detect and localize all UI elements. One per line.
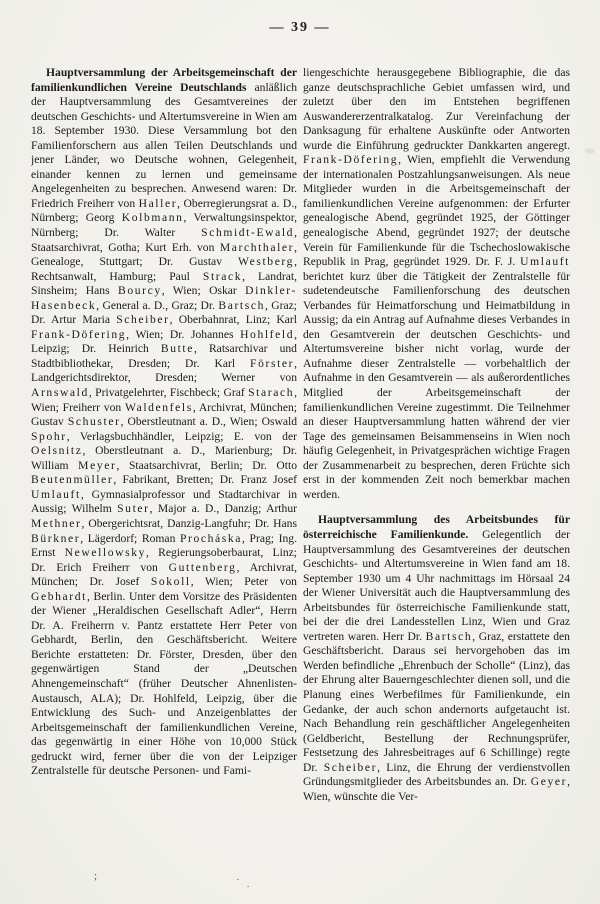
text-segment: , Graz, erstattete den Geschäftsbericht. Daraus sei hervorgehoben das im Werden befindliche „Ehrenbuch der Scholle“ (Linz), das der Ehrung alter Bauerngeschlechter dienen soll, und die Planung eines Werbefilmes für Familienkunde, ein Gedanke, der auch schon andernorts aufgetaucht ist. Nach Behandlung rein geschäftlicher Angelegenheiten (Geldbericht, Bestellung der Rechnungsprüfer, Festsetzung des Jahresbeitrages auf 6 Schillinge) regte Dr.: [303, 629, 570, 774]
text-segment: , Oberbahnrat, Linz; Karl: [169, 313, 297, 327]
text-segment: Kolbmann: [121, 211, 184, 225]
text-segment: , Staatsarchivrat, Gotha; Kurt Erh. von: [31, 226, 297, 254]
text-segment: , Linz, die Ehrung der verdienstvollen Gründungsmitglieder des Arbeitsbundes an. Dr.: [303, 760, 570, 789]
text-segment: Starach: [248, 386, 295, 400]
text-segment: Umlauft: [31, 487, 81, 501]
text-segment: anläßlich der Hauptversammlung des Gesamtvereines der deutschen Geschichts- und Altertumsvereine in Wien am 18. September 1930. Diese Versammlung bot den Familienforschern aus allen Teilen Deutschlands und jener Länder, wo Deutsche wohnen, Gelegenheit, einander kennen zu lernen und gemeinsame Angelegenheiten zu besprechen. Anwesend waren: Dr. Friedrich Freiherr von: [31, 80, 297, 210]
text-segment: , Wien, empfiehlt die Verwendung der internationalen Postzahlungsanweisungen. Als neue Mitglieder wurden in die Arbeitsgemeinschaft der familienkundlichen Vereine aufgenommen: der Erfurter genealogische Abend, gegründet 1925, der Göttinger genealogische Abend, gegründet 1927; der deutsche Verein für Familienkunde für die Tschechoslowakische Republik in Prag, gegründet 1929. Dr. F. J.: [303, 153, 570, 269]
text-segment: Hohlfeld: [240, 327, 295, 341]
text-segment: Westberg: [238, 255, 295, 269]
text-segment: Bartsch: [425, 629, 473, 643]
text-segment: Marchthaler: [219, 240, 295, 254]
text-segment: , Archivrat, München; Dr. Josef: [31, 560, 297, 589]
text-segment: Hauptversammlung der Arbeitsgemeinschaft der familienkundlichen Vereine Deutschlands: [31, 66, 297, 94]
text-segment: Guttenberg: [168, 560, 237, 574]
text-segment: , Wien; Peter von: [190, 575, 297, 589]
text-segment: , Fabrikant, Bretten; Dr. Franz Josef: [113, 473, 297, 487]
text-segment: , Genealoge, Stuttgart; Dr. Gustav: [31, 240, 297, 269]
text-segment: berichtet kurz über die Tätigkeit der Zentralstelle für sudetendeutsche Familienforschung des deutschen Verbandes für Heimatforschung und Heimatbildung in Aussig; da ein Antrag auf Aufnahme dieses Verbandes in den Gesamtverein der deutschen Geschichts- und Altertumsvereine bisher nicht vorlag, wurde der Aufnahme dieser Zentralstelle — vorbehaltlich der Aufnahme in den Gesamtverein — als außerordentliches Mitglied der Arbeitsgemeinschaft der familienkundlichen Vereine zugestimmt. Die Teilnehmer an dieser Hauptversammlung hatten während der vier Tage des gemeinsamen Beisammenseins in Wien noch häufig Gelegenheit, in Privatgesprächen wichtige Fragen der Zusammenarbeit zu besprechen, deren Früchte sich erst in der kommenden Zeit noch bemerkbar machen werden.: [303, 269, 570, 501]
text-segment: , Oberstleutnant a. D., Wien; Oswald: [120, 415, 297, 429]
text-segment: Förster: [250, 356, 295, 370]
text-segment: , General a. D., Graz; Dr.: [96, 298, 219, 312]
text-segment: , Berlin. Unter dem Vorsitze des Präsidenten der Wiener „Heraldischen Gesellschaft Adler“, Herrn Dr. A. Freiherrn v. Pantz erstattete Herr Peter von Gebhardt, Berlin, den Geschäftsbericht. Weitere Berichte erstatteten: Dr. Förster, Dresden, über den gegenwärtigen Stand der „Deutschen Ahnengemeinschaft“ (früher Deutscher Ahnenlisten-Austausch, ALA); Dr. Hohlfeld, Leipzig, über die Entwicklung des Such- und Anzeigenblattes der Arbeitsgemeinschaft der familienkundlichen Vereine, das gegenwärtig in einer Höhe von 10,000 Stück gedruckt wird, ferner über die von der Leipziger Zentralstelle für deutsche Personen- und Fami-: [31, 589, 297, 778]
text-segment: Bartsch: [218, 298, 265, 312]
text-segment: Gelegentlich der Hauptversammlung des Gesamtvereines der deutschen Geschichts- und Altertumsvereine in Wien fand am 18. September 1930 um 4 Uhr nachmittags im Hörsaal 24 der Wiener Universität auch die Hauptversammlung des Arbeitsbundes für österreichische Familienkunde statt, bei der die drei Landesstellen Linz, Wien und Graz vertreten waren. Herr Dr.: [303, 527, 570, 643]
text-segment: , Staatsarchivrat, Berlin; Dr. Otto: [116, 458, 297, 472]
text-segment: , Rechtsanwalt, Hamburg; Paul: [31, 255, 297, 283]
text-segment: Meyer: [78, 458, 117, 472]
page-number: — 39 —: [269, 20, 331, 35]
text-segment: Bürkner: [31, 531, 81, 545]
text-segment: Schuster: [67, 415, 121, 429]
text-segment: , Archivrat, München; Gustav: [31, 400, 297, 429]
paragraph: [31, 66, 297, 779]
text-column-right: [303, 66, 570, 872]
text-segment: , Ratsarchivar und Stadtbibliothekar, Dresden; Dr. Karl: [31, 342, 297, 370]
text-segment: Butte: [160, 342, 194, 356]
text-segment: Bourcy: [118, 284, 162, 298]
text-segment: , Wien, wünschte die Ver-: [303, 775, 570, 803]
text-segment: Sokoll: [150, 575, 191, 589]
text-segment: , Verwaltungsinspektor, Nürnberg; Dr. Walter: [31, 211, 297, 240]
text-segment: , Verlagsbuchhändler, Leipzig; E. von der: [66, 429, 297, 443]
text-segment: , Lägerdorf; Roman: [80, 531, 180, 545]
text-segment: Frank-Döfering: [303, 153, 399, 167]
text-segment: Newellowsky: [64, 546, 147, 560]
text-segment: , Prag; Ing. Ernst: [31, 531, 297, 560]
text-segment: Haller: [138, 196, 178, 210]
text-segment: Geyer: [530, 775, 568, 789]
text-segment: , Landrat, Sinsheim; Hans: [31, 269, 297, 298]
scan-artifact-dot: ·: [236, 874, 240, 886]
text-segment: Methner: [31, 516, 82, 530]
scan-smudge: [585, 148, 595, 154]
text-segment: Oelsnitz: [31, 444, 83, 458]
text-segment: , Oberstleutnant a. D., Marienburg; Dr. William: [31, 444, 297, 472]
paragraph: [303, 513, 570, 804]
text-segment: , Wien; Dr. Johannes: [126, 327, 241, 341]
text-segment: Beutenmüller: [31, 473, 114, 487]
paragraph: [303, 66, 570, 502]
text-segment: Schmidt-Ewald: [201, 226, 295, 240]
text-segment: , Graz; Dr. Artur Maria: [31, 298, 297, 327]
text-segment: , Leipzig; Dr. Heinrich: [31, 327, 297, 356]
text-column-left: [31, 66, 297, 872]
text-segment: , Wien; Oskar: [161, 284, 246, 298]
text-segment: Frank-Döfering: [31, 327, 127, 341]
text-segment: , Privatgelehrter, Fischbeck; Graf: [88, 386, 249, 400]
text-segment: Strack: [202, 269, 243, 283]
text-segment: , Regierungsoberbaurat, Linz; Dr. Erich Freiherr von: [31, 546, 297, 574]
text-segment: , Oberregierungsrat a. D., Nürnberg; Georg: [31, 196, 297, 225]
text-segment: Suter: [117, 502, 150, 516]
text-segment: , Wien; Freiherr von: [31, 386, 297, 414]
text-segment: Hauptversammlung des Arbeitsbundes für österreichische Familienkunde.: [303, 513, 570, 541]
scan-artifact-semicolon: ;: [94, 870, 98, 882]
text-segment: liengeschichte herausgegebene Bibliographie, die das ganze deutschsprachliche Gebiet umfassen wird, und zuletzt über den im Entstehen begriffenen Auswandererzentralkatalog. Zur Vereinfachung der Danksagung für erhaltene Auskünfte oder Antworten wurde die Einführung gedruckter Dankkarten angeregt.: [303, 66, 570, 152]
text-segment: Arnswald: [31, 386, 89, 400]
text-segment: , Gymnasialprofessor und Stadtarchivar in Aussig; Wilhelm: [31, 487, 297, 516]
text-segment: Procháska: [179, 531, 243, 545]
text-segment: , Major a. D., Danzig; Arthur: [149, 502, 297, 516]
text-segment: Scheiber: [116, 313, 170, 327]
text-segment: Spohr: [31, 429, 67, 443]
text-segment: Waldenfels: [124, 400, 193, 414]
text-segment: Gebhardt: [31, 589, 87, 603]
text-segment: Dinkler-Hasenbeck: [31, 284, 297, 312]
text-segment: Umlauft: [520, 255, 570, 269]
text-segment: , Landgerichtsdirektor, Dresden; Werner von: [31, 356, 297, 385]
text-segment: Scheiber: [323, 760, 378, 774]
scan-artifact-dot: ·: [244, 880, 252, 894]
text-segment: , Obergerichtsrat, Danzig-Langfuhr; Dr. Hans: [81, 516, 297, 530]
